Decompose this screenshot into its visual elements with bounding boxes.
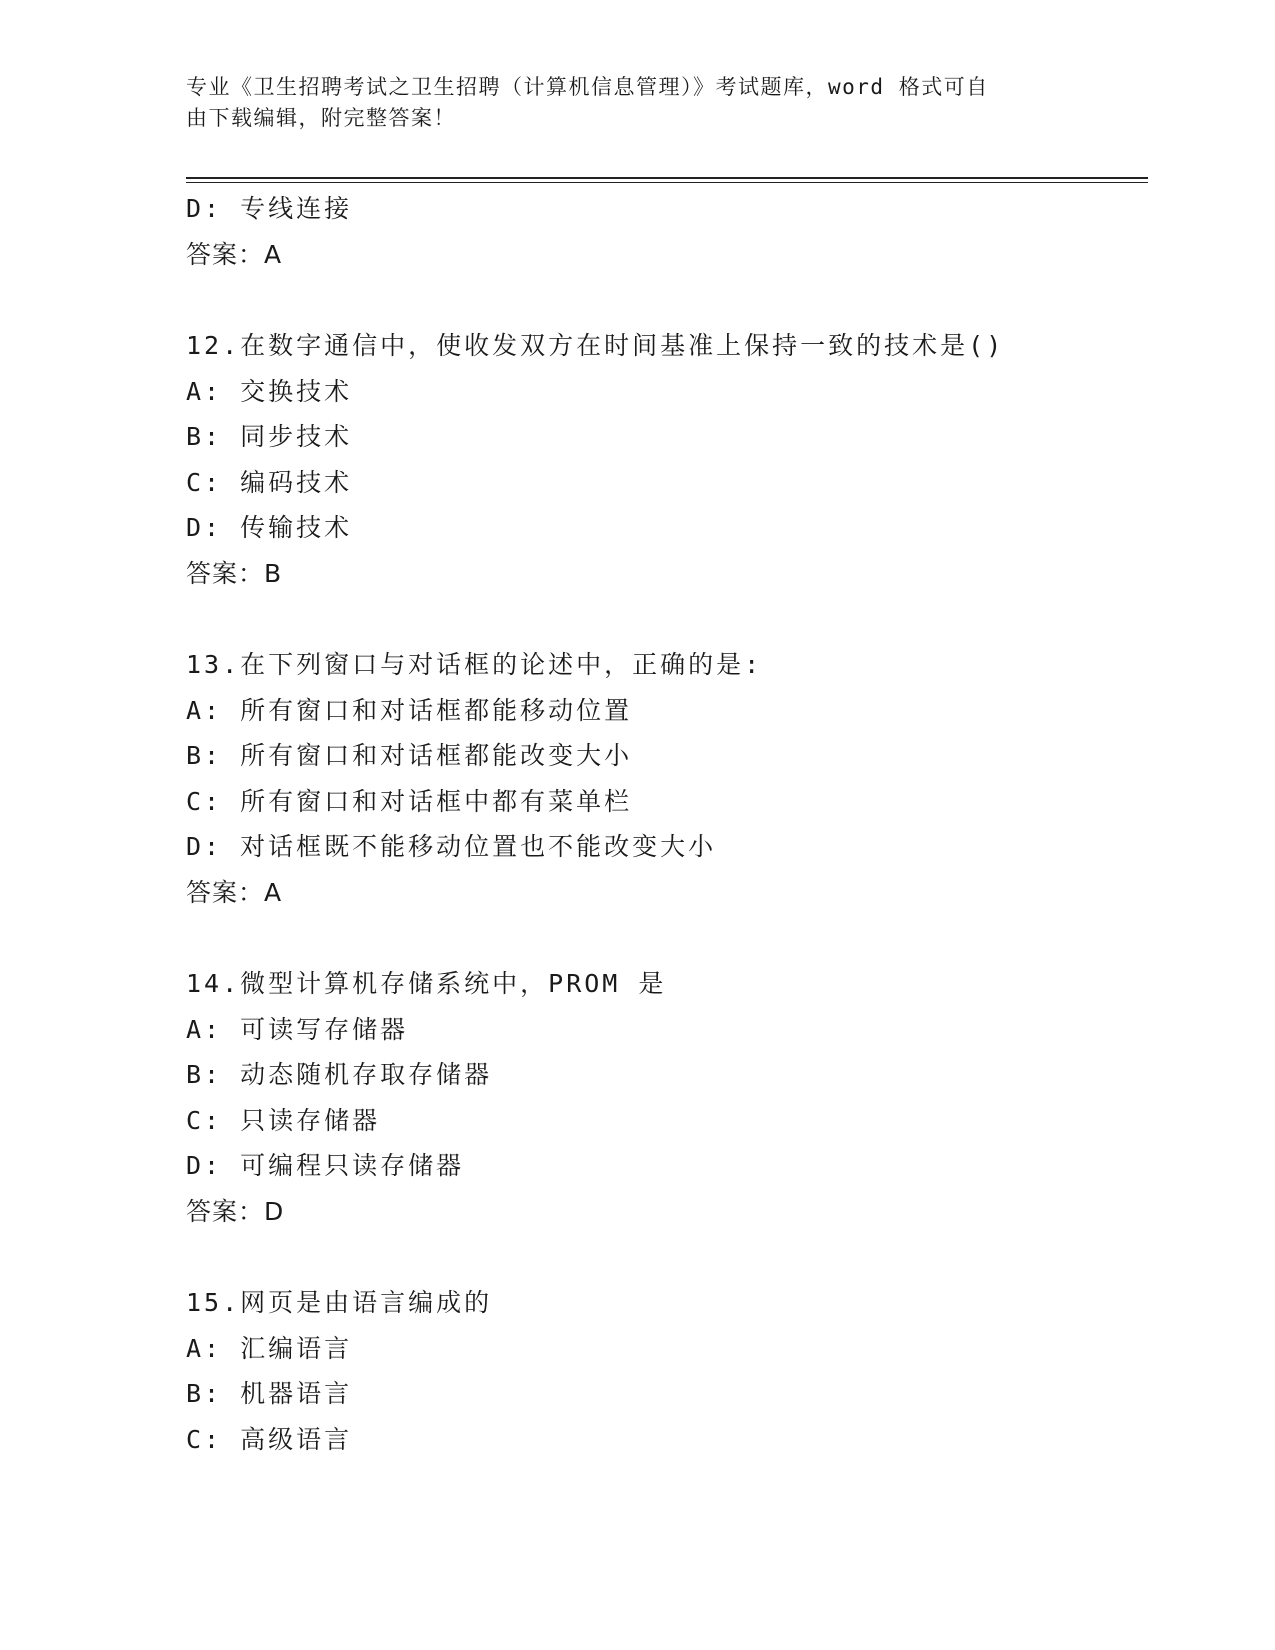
option-d: D: 传输技术 — [186, 513, 353, 542]
option-a: A: 汇编语言 — [186, 1333, 353, 1363]
option-b: B: 机器语言 — [186, 1379, 353, 1408]
header-divider-thin — [186, 182, 1148, 183]
question-stem: 12.在数字通信中，使收发双方在时间基准上保持一致的技术是() — [186, 331, 1005, 360]
question-stem: 15.网页是由语言编成的 — [186, 1288, 493, 1317]
answer-line: 答案：A — [186, 877, 283, 907]
option-a: A: 可读写存储器 — [186, 1014, 409, 1044]
question-11-tail — [186, 186, 1148, 277]
option-a: A: 所有窗口和对话框都能移动位置 — [186, 695, 633, 725]
option-b: B: 同步技术 — [186, 422, 353, 451]
option-d: D: 对话框既不能移动位置也不能改变大小 — [186, 832, 717, 861]
question-13 — [186, 642, 1148, 915]
question-15 — [186, 1280, 1148, 1462]
answer-line: 答案：D — [186, 1196, 285, 1226]
question-14 — [186, 961, 1148, 1234]
option-d: D: 专线连接 — [186, 194, 353, 223]
option-b: B: 所有窗口和对话框都能改变大小 — [186, 741, 633, 770]
spacer — [186, 277, 1148, 323]
question-stem: 13.在下列窗口与对话框的论述中，正确的是: — [186, 650, 763, 679]
option-a: A: 交换技术 — [186, 376, 353, 406]
option-c: C: 高级语言 — [186, 1424, 353, 1454]
option-c: C: 编码技术 — [186, 467, 353, 497]
question-list — [186, 186, 1148, 1462]
spacer — [186, 915, 1148, 961]
question-12 — [186, 323, 1148, 596]
header-line-2: 由下载编辑，附完整答案！ — [186, 106, 456, 130]
spacer — [186, 1234, 1148, 1280]
header-line-1: 专业《卫生招聘考试之卫生招聘（计算机信息管理）》考试题库，word 格式可自 — [186, 75, 989, 99]
document-header — [186, 72, 1086, 134]
header-divider-thick — [186, 177, 1148, 179]
option-c: C: 所有窗口和对话框中都有菜单栏 — [186, 786, 633, 816]
answer-line: 答案：B — [186, 558, 283, 588]
option-d: D: 可编程只读存储器 — [186, 1151, 465, 1180]
question-stem: 14.微型计算机存储系统中，PROM 是 — [186, 969, 667, 998]
spacer — [186, 596, 1148, 642]
answer-line: 答案：A — [186, 239, 283, 269]
option-c: C: 只读存储器 — [186, 1105, 381, 1135]
option-b: B: 动态随机存取存储器 — [186, 1060, 493, 1089]
